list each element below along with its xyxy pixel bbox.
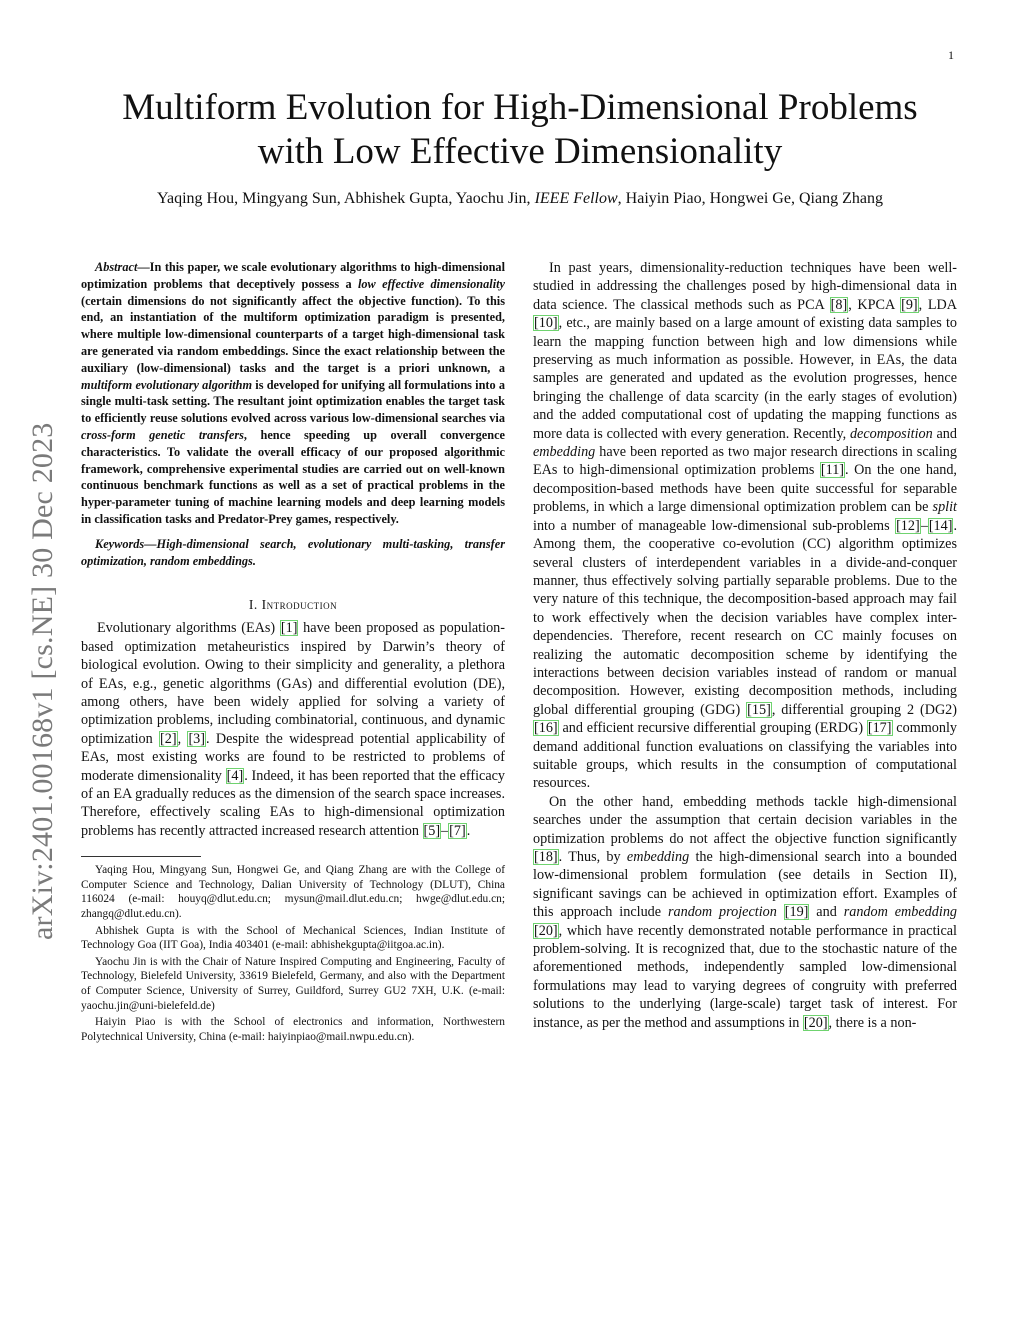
citation-link[interactable]: [5] — [423, 822, 441, 839]
intro-paragraph — [81, 619, 505, 840]
section-numeral: I. — [248, 597, 262, 613]
body-text: – — [920, 517, 928, 534]
emphasis: embedding — [533, 444, 596, 461]
body-text: On the other hand, embedding methods tackle high-dimensional searches under the assumption that certain decision variables in the optimization problems do not affect the objective function significantly — [533, 793, 957, 847]
abstract-text: is developed for unifying all formulations into a single multi-task setting. The resultant joint optimization enables the target task to efficiently reuse solutions evolved across various low-dimensional searches via — [81, 377, 505, 426]
abstract-text: (certain dimensions do not significantly affect the objective function). To this end, an instantiation of the multiform optimization paradigm is presented, where multiple low-dimensional counterparts of a target high-dimensional task are generated via random embeddings. Since the exact relationship between the auxiliary (low-dimensional) tasks and the target is a priori unknown, a — [81, 293, 505, 375]
citation-link[interactable]: [19] — [784, 904, 809, 921]
citation-link[interactable]: [10] — [534, 315, 558, 332]
authors-part-1: Yaqing Hou, Mingyang Sun, Abhishek Gupta, Yaochu Jin, — [157, 190, 535, 207]
title-line-1: Multiform Evolution for High-Dimensional Problems — [122, 87, 918, 128]
section-heading-introduction — [81, 597, 505, 613]
footnote-affiliation-iit-goa: Abhishek Gupta is with the School of Mechanical Sciences, Indian Institute of Technology Goa (IIT Goa), India 403401 (e-mail: abhishekgupta@iitgoa.ac.in). — [81, 924, 505, 952]
emphasis: split — [932, 499, 957, 516]
citation-link[interactable]: [17] — [867, 720, 892, 737]
body-text: and efficient recursive differential grouping (ERDG) — [558, 720, 867, 737]
citation-link[interactable]: [11] — [820, 462, 845, 479]
body-text: . Despite the widespread potential applicability of EAs, most existing works are found to be restricted to problems of moderate dimensionality — [81, 730, 506, 784]
keywords-text: —High-dimensional search, evolutionary multi-tasking, transfer optimization, random embeddings. — [81, 536, 505, 568]
body-text: Evolutionary algorithms (EAs) — [97, 620, 280, 637]
title-line-2: with Low Effective Dimensionality — [257, 131, 783, 172]
body-text: and — [809, 904, 844, 921]
citation-link[interactable]: [4] — [226, 767, 244, 784]
citation-link[interactable]: [16] — [534, 720, 558, 737]
body-text: into a number of manageable low-dimensional sub-problems — [533, 517, 896, 534]
citation-link[interactable]: [3] — [188, 730, 205, 747]
right-paragraph-1 — [533, 259, 957, 793]
body-text: , differential grouping 2 (DG2) — [771, 701, 958, 718]
abstract-emphasis: low effective dimensionality — [357, 276, 505, 291]
citation-link[interactable]: [1] — [280, 620, 298, 637]
body-text: . — [466, 822, 471, 839]
body-text: , there is a non- — [828, 1014, 917, 1031]
body-text: In past years, dimensionality-reduction techniques have been well-studied in addressing the challenges posed by high-dimensional data in data science. The classical methods such as PCA — [533, 260, 957, 313]
body-text: and — [932, 425, 957, 442]
citation-link[interactable]: [14] — [928, 517, 953, 534]
footnote-affiliation-bielefeld: Yaochu Jin is with the Chair of Nature Inspired Computing and Engineering, Faculty of Technology, Bielefeld University, 33619 Bielefeld, Germany, and also with the Department of Computer Science, University of Surrey, Guildford, Surrey GU2 7XH, U.K. (e-mail: yaochu.jin@uni-bielefeld.de) — [81, 955, 505, 1012]
abstract-emphasis: cross-form genetic transfers — [81, 427, 244, 442]
abstract-text: , hence speeding up overall convergence characteristics. To validate the overall efficacy of our proposed algorithmic framework, comprehensive experimental studies are carried out on well-known continuous benchmark functions as well as a set of practical problems in the hyper-parameter tuning of machine learning models and deep learning models in classification tasks and Predator-Prey games, respectively. — [81, 427, 505, 526]
abstract — [81, 259, 505, 528]
body-text: . Indeed, it has been reported that the efficacy of an EA gradually reduces as the dimension of the search space increases. Therefore, effectively scaling EAs to high-dimensional optimization problems has recently attracted increased research attention — [81, 767, 506, 839]
body-text: , etc., are mainly based on a large amount of existing data samples to learn the mapping function between high and low dimensions while preserving as much information as possible. However, in EAs, the data samples are generated and updated as the evolution progresses, hence bringing the challenge of data scarcity (in the early stages of evolution) and the added computational cost of updating the mapping functions as more data is collected with every generation. Recently, — [533, 315, 957, 442]
citation-link[interactable]: [18] — [534, 849, 558, 865]
section-title: Introduction — [261, 597, 338, 613]
body-text: . On the one hand, decomposition-based methods have been quite successful for separable problems, in which a large dimensional optimization problem can be — [533, 462, 957, 516]
emphasis: embedding — [626, 849, 690, 865]
right-paragraph-2 — [533, 793, 957, 1032]
keywords-label: Keywords — [95, 536, 145, 551]
page-number: 1 — [948, 48, 954, 62]
abstract-dash: — — [137, 260, 150, 274]
body-text: commonly demand additional function evaluations on classifying the variables into suitable groups, which results in the consumption of computational resources. — [533, 720, 957, 792]
abstract-emphasis: multiform evolutionary algorithm — [81, 377, 253, 392]
body-text: , KPCA — [848, 296, 901, 313]
citation-link[interactable]: [20] — [803, 1014, 828, 1031]
body-text: . Among them, the cooperative co-evolution (CC) algorithm optimizes several clusters of interdependent variables in a divide-and-conquer manner, thus effectively solving partially separable problems. Due to the very nature of this technique, the decomposition-based approach may fail to work effectively when the decision variables have complex inter-dependencies. Therefore, recent research on CC mainly focuses on realizing the automatic decomposition scheme by identifying the interactions between decision variables instead of random or manual decomposition. However, existing decomposition methods, including global differential grouping (GDG) — [533, 517, 957, 718]
citation-link[interactable]: [12] — [896, 517, 920, 534]
citation-link[interactable]: [9] — [901, 296, 918, 313]
footnote-affiliation-dlut: Yaqing Hou, Mingyang Sun, Hongwei Ge, and Qiang Zhang are with the College of Computer Science and Technology, Dalian University of Technology (DLUT), China 116024 (e-mail: houyq@dlut.edu.cn; mysun@mail.dlut.edu.cn; hwge@dlut.edu.cn; zhangq@dlut.edu.cn). — [81, 864, 505, 920]
emphasis: decomposition — [849, 425, 933, 442]
right-column — [533, 259, 957, 1032]
citation-link[interactable]: [8] — [830, 296, 848, 313]
footnote-divider — [81, 856, 201, 857]
citation-link[interactable]: [2] — [160, 730, 177, 747]
citation-link[interactable]: [20] — [534, 922, 558, 939]
authors-part-2: , Haiyin Piao, Hongwei Ge, Qiang Zhang — [617, 190, 883, 207]
left-column — [81, 259, 505, 1046]
arxiv-stamp: arXiv:2401.00168v1 [cs.NE] 30 Dec 2023 — [26, 422, 59, 940]
body-text: – — [441, 822, 449, 839]
body-text: the high-dimensional search into a bounded low-dimensional problem formulation (see details in Section II), significant savings can be achieved in optimization effort. Examples of this approach include — [533, 849, 957, 921]
paper-title — [60, 86, 980, 174]
body-text: have been reported as two major research directions in scaling EAs to high-dimensional optimization problems — [533, 444, 957, 479]
body-text — [777, 904, 784, 920]
body-text: . Thus, by — [558, 849, 627, 865]
emphasis: random projection — [667, 904, 777, 921]
footnote-affiliation-nwpu: Haiyin Piao is with the School of electronics and information, Northwestern Polytechnical University, China (e-mail: haiyinpiao@mail.nwpu.edu.cn). — [81, 1016, 505, 1043]
citation-link[interactable]: [7] — [449, 822, 466, 839]
keywords — [81, 536, 505, 570]
emphasis: random embedding — [843, 904, 958, 921]
body-text: , LDA — [918, 296, 958, 313]
authors-fellow: IEEE Fellow — [534, 190, 618, 207]
body-text: , — [177, 730, 188, 747]
citation-link[interactable]: [15] — [747, 701, 771, 718]
abstract-text: In this paper, we scale evolutionary algorithms to high-dimensional optimization problems that deceptively possess a — [81, 260, 505, 291]
body-text: have been proposed as population-based optimization metaheuristics inspired by Darwin’s theory of biological evolution. Owing to their simplicity and generality, a plethora of EAs, e.g., genetic algorithms (GAs) and differential evolution (DE), among others, have been widely applied for solving a variety of optimization problems, including combinatorial, continuous, and dynamic optimization — [81, 620, 505, 747]
author-list — [60, 190, 980, 208]
abstract-label: Abstract — [95, 260, 138, 274]
body-text: , which have recently demonstrated notable performance in practical problem-solving. It is recognized that, due to the stochastic nature of the aforementioned methods, independently sampled low-dimensional formulations may lead to varying degrees of congruity with preferred solutions to the underlying (large-scale) target task of interest. For instance, as per the method and assumptions in — [533, 922, 957, 1031]
